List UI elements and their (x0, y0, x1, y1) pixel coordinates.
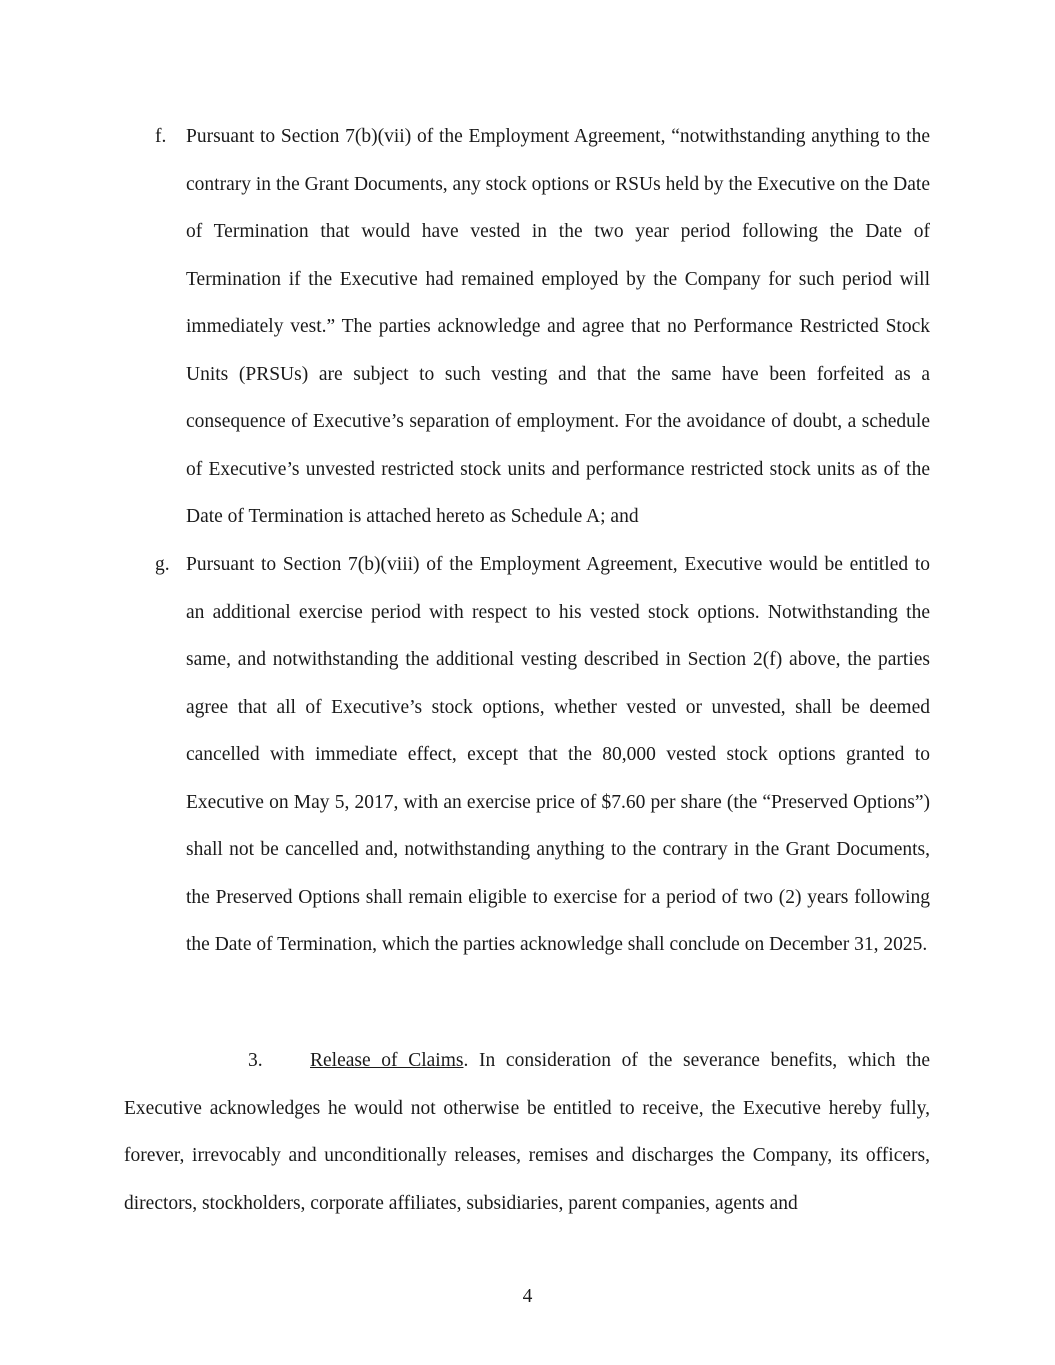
section-release-of-claims (124, 1037, 930, 1227)
list-item-text: Pursuant to Section 7(b)(vii) of the Employment Agreement, “notwithstanding anything to the contrary in the Grant Documents, any stock options or RSUs held by the Executive on the Date of Termination that would have vested in the two year period following the Date of Termination if the Executive had remained employed by the Company for such period will immediately vest.” The parties acknowledge and agree that no Performance Restricted Stock Units (PRSUs) are subject to such vesting and that the same have been forfeited as a consequence of Executive’s separation of employment. For the avoidance of doubt, a schedule of Executive’s unvested restricted stock units and performance restricted stock units as of the Date of Termination is attached hereto as Schedule A; and (186, 126, 930, 527)
section-text: . In consideration of the severance benefits, which the Executive acknowledges he would not otherwise be entitled to receive, the Executive hereby fully, forever, irrevocably and unconditionally releases, remises and discharges the Company, its officers, directors, stockholders, corporate affiliates, subsidiaries, parent companies, agents and (124, 1050, 930, 1214)
list-item-text: Pursuant to Section 7(b)(viii) of the Employment Agreement, Executive would be entitled to an additional exercise period with respect to his vested stock options. Notwithstanding the same, and notwithstanding the additional vesting described in Section 2(f) above, the parties agree that all of Executive’s stock options, whether vested or unvested, shall be deemed cancelled with immediate effect, except that the 80,000 vested stock options granted to Executive on May 5, 2017, with an exercise price of $7.60 per share (the “Preserved Options”) shall not be cancelled and, notwithstanding anything to the contrary in the Grant Documents, the Preserved Options shall remain eligible to exercise for a period of two (2) years following the Date of Termination, which the parties acknowledge shall conclude on December 31, 2025. (186, 554, 930, 955)
section-number: 3. (248, 1050, 263, 1071)
list-item-marker: g. (155, 554, 170, 575)
section-heading: Release of Claims (310, 1050, 464, 1071)
list-item-marker: f. (155, 126, 167, 147)
list-item-f (155, 113, 930, 541)
page-number: 4 (522, 1286, 533, 1307)
list-item-g (155, 541, 930, 969)
